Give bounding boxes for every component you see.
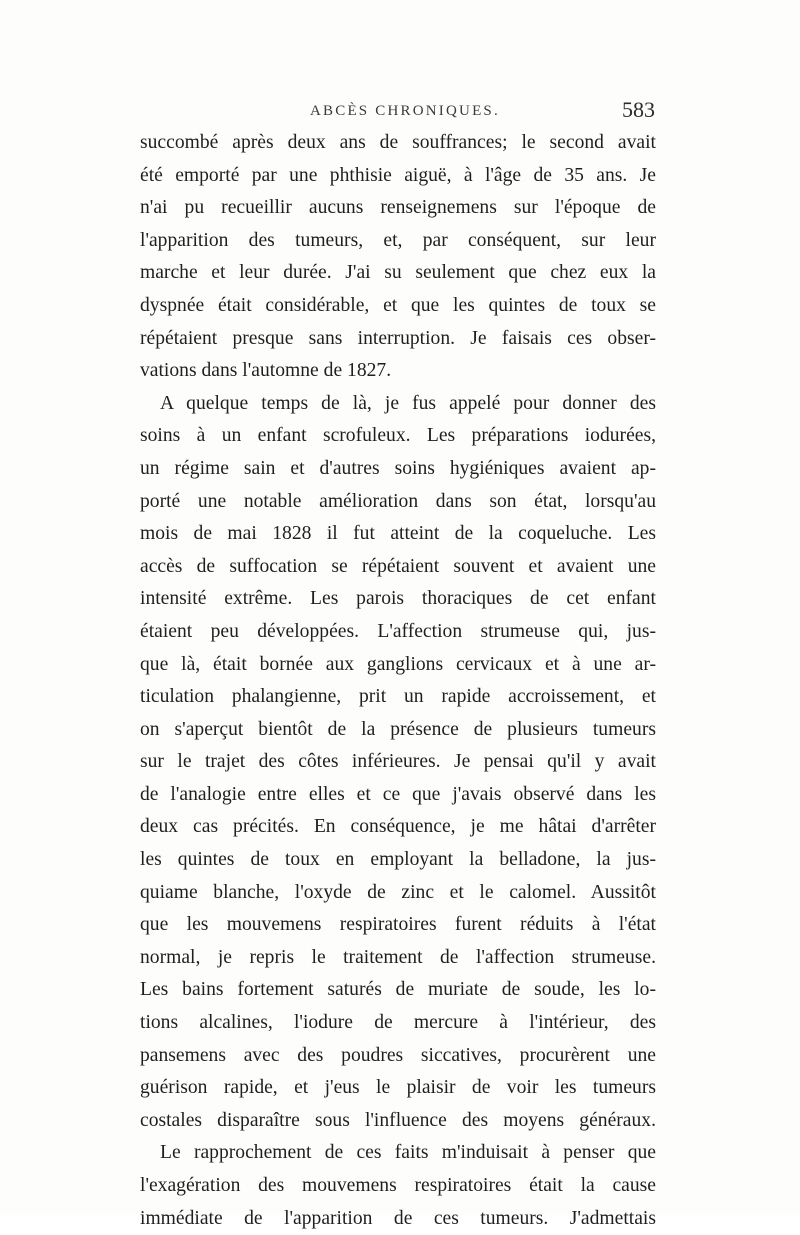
text-line: normal, je repris le traitement de l'affection strumeuse. [140, 946, 656, 968]
text-line: soins à un enfant scrofuleux. Les préparations iodurées, [140, 425, 656, 447]
text-line: dyspnée était considérable, et que les quintes de toux se [140, 294, 656, 316]
text-line: deux cas précités. En conséquence, je me hâtai d'arrêter [140, 816, 656, 838]
text-line: l'exagération des mouvemens respiratoires était la cause [140, 1175, 656, 1196]
text-line: pansemens avec des poudres siccatives, procurèrent une [140, 1044, 656, 1066]
page-header [140, 97, 655, 125]
text-line: costales disparaître sous l'influence des moyens généraux. [140, 1109, 656, 1131]
text-line: quiame blanche, l'oxyde de zinc et le calomel. Aussitôt [140, 881, 656, 903]
text-line: les quintes de toux en employant la belladone, la jus- [140, 849, 656, 871]
text-line: vations dans l'automne de 1827. [140, 360, 392, 382]
text-line: un régime sain et d'autres soins hygiéniques avaient ap- [140, 457, 656, 479]
text-line: Les bains fortement saturés de muriate de soude, les lo- [140, 979, 656, 1001]
text-line: que là, était bornée aux ganglions cervicaux et à une ar- [140, 653, 656, 675]
page-number: 583 [622, 97, 655, 122]
text-line: répétaient presque sans interruption. Je faisais ces obser- [140, 327, 656, 349]
text-line: sur le trajet des côtes inférieures. Je pensai qu'il y avait [140, 751, 656, 773]
text-line: étaient peu développées. L'affection strumeuse qui, jus- [140, 620, 656, 642]
text-line: mois de mai 1828 il fut atteint de la coqueluche. Les [140, 523, 656, 545]
text-line: intensité extrême. Les parois thoraciques de cet enfant [140, 588, 656, 610]
text-line: l'apparition des tumeurs, et, par conséquent, sur leur [140, 229, 656, 251]
text-line: n'ai pu recueillir aucuns renseignemens sur l'époque de [140, 197, 656, 219]
text-line: de l'analogie entre elles et ce que j'avais observé dans les [140, 783, 656, 805]
text-line: porté une notable amélioration dans son état, lorsqu'au [140, 490, 656, 512]
text-line: été emporté par une phthisie aiguë, à l'âge de 35 ans. Je [140, 164, 656, 186]
text-line: succombé après deux ans de souffrances; le second avait [140, 132, 656, 153]
text-line: on s'aperçut bientôt de la présence de plusieurs tumeurs [140, 718, 656, 740]
text-line: que les mouvemens respiratoires furent réduits à l'état [140, 914, 656, 936]
text-line: marche et leur durée. J'ai su seulement que chez eux la [140, 262, 656, 284]
text-line: A quelque temps de là, je fus appelé pour donner des [160, 392, 656, 414]
text-line: guérison rapide, et j'eus le plaisir de voir les tumeurs [140, 1077, 656, 1099]
text-line: Le rapprochement de ces faits m'induisait à penser que [160, 1142, 656, 1164]
text-line: ticulation phalangienne, prit un rapide accroissement, et [140, 686, 656, 708]
text-line: immédiate de l'apparition de ces tumeurs. J'admettais [140, 1207, 656, 1229]
running-head: ABCÈS CHRONIQUES. [310, 103, 500, 119]
body-text [140, 127, 656, 1235]
text-line: tions alcalines, l'iodure de mercure à l'intérieur, des [140, 1012, 656, 1034]
text-line: accès de suffocation se répétaient souvent et avaient une [140, 555, 656, 577]
